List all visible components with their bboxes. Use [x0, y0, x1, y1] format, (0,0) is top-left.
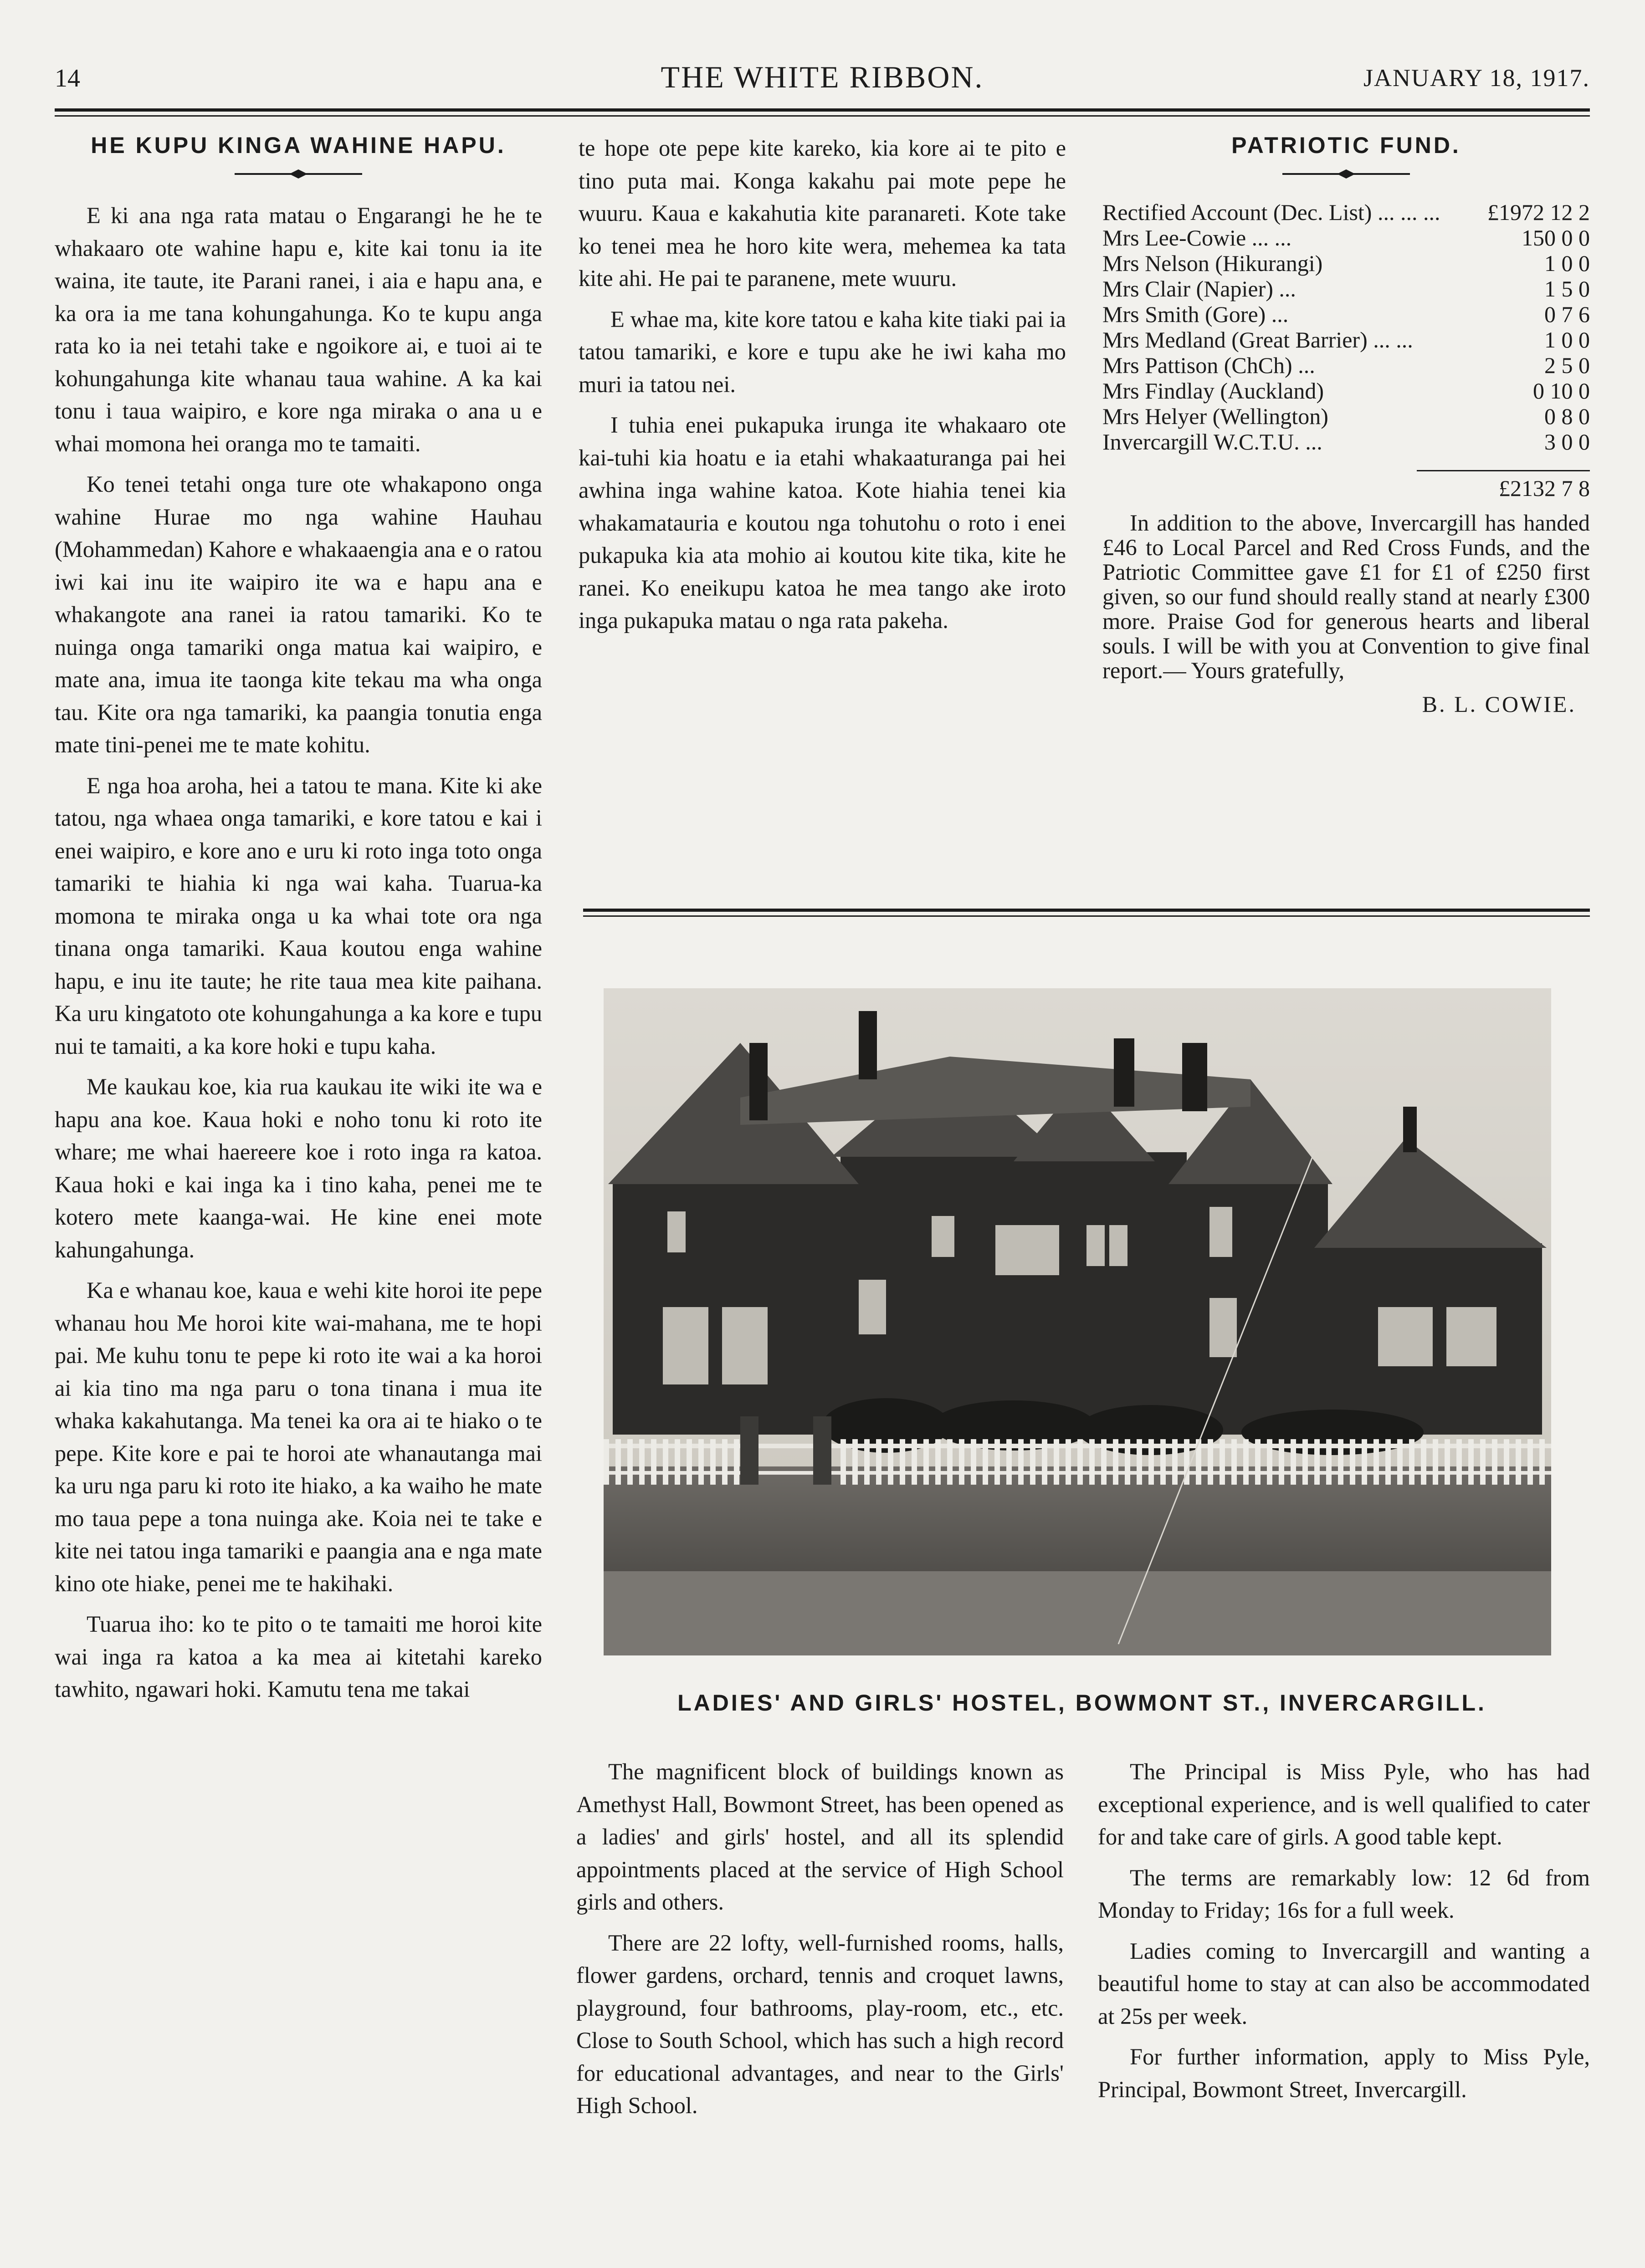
fund-amount: 3 0 0	[1544, 429, 1590, 455]
fence-picket	[947, 1439, 953, 1485]
fence-picket	[971, 1439, 976, 1485]
fence-picket	[1208, 1439, 1213, 1485]
fund-contributor: Mrs Nelson (Hikurangi)	[1102, 250, 1323, 276]
fence-picket	[1527, 1439, 1533, 1485]
article-paragraph: I tuhia enei pukapuka irunga ite whakaaro ote kai-tuhi kia hoatu e ia etahi whakaaturanga pai hei awhina inga wahine katoa. Kote hiahia tenei kia whakamatauria e koutou nga tohutohu o roto i enei pukapuka kia ata mohio ai koutou kite tika, kite he ranei. Ko eneikupu katoa he mea tango ake iroto inga pukapuka matau o nga rata pakeha.	[579, 412, 1066, 633]
issue-date: JANUARY 18, 1917.	[1363, 64, 1590, 92]
fence-picket	[1137, 1439, 1142, 1485]
fence-picket	[1243, 1439, 1249, 1485]
fence-picket	[840, 1439, 846, 1485]
fence-picket	[1089, 1439, 1095, 1485]
fund-note: In addition to the above, Invercargill has handed £46 to Local Parcel and Red Cross Funds, and the Patriotic Committee gave £1 for £1 of £250 first given, so our fund should really stand at nearly £300 more. Praise God for generous hearts and liberal souls. I will be with you at Convention to give final report.— Yours gratefully,	[1102, 510, 1590, 683]
fence-picket	[1373, 1439, 1379, 1485]
fence-picket	[651, 1439, 656, 1485]
article-paragraph: te hope ote pepe kite kareko, kia kore ai te pito e tino puta mai. Konga kakahu pai mote pepe he wuuru. Kaua e kakahutia kite paranareti. Kote take ko tenei mea he horo kite wera, mehemea ka tata kite ahi. He pai te paranene, mete wuuru.	[579, 135, 1066, 291]
fence-picket	[994, 1439, 1000, 1485]
fence-picket	[1101, 1439, 1107, 1485]
fence-picket	[1172, 1439, 1178, 1485]
maori-article	[55, 132, 542, 1714]
fence-picket	[1480, 1439, 1486, 1485]
fence-picket	[1030, 1439, 1035, 1485]
fund-row	[1102, 378, 1590, 404]
fund-contributor: Mrs Smith (Gore) ...	[1102, 301, 1289, 327]
fence-picket	[1504, 1439, 1509, 1485]
running-header	[55, 55, 1590, 105]
fund-contributor: Mrs Lee-Cowie ... ...	[1102, 225, 1292, 250]
fence-picket	[1231, 1439, 1237, 1485]
fence-picket	[1160, 1439, 1166, 1485]
fund-amount: £1972 12 2	[1487, 199, 1590, 225]
maori-article-continued	[579, 132, 1066, 645]
fence-picket	[615, 1439, 621, 1485]
fence-picket	[604, 1439, 609, 1485]
hostel-photo	[604, 988, 1551, 1655]
fund-contributor: Mrs Medland (Great Barrier) ... ...	[1102, 327, 1413, 352]
hostel-paragraph: For further information, apply to Miss Pyle, Principal, Bowmont Street, Invercargill.	[1098, 2044, 1590, 2102]
fund-contributor: Mrs Pattison (ChCh) ...	[1102, 352, 1315, 378]
fence-picket	[876, 1439, 881, 1485]
hostel-paragraph: There are 22 lofty, well-furnished rooms, halls, flower gardens, orchard, tennis and croquet lawns, playground, four bathrooms, play-room, etc., etc. Close to South School, which has such a high record for educational advantages, and near to the Girls' High School.	[576, 1930, 1064, 2118]
fence-picket	[1113, 1439, 1118, 1485]
fund-row	[1102, 301, 1590, 327]
article-paragraph: Ka e whanau koe, kaua e wehi kite horoi ite pepe whanau hou Me horoi kite wai-mahana, me te hopi pai. Me kuhu tonu te pepe ki roto ite wai a ka horoi ai kia tino ma nga paru o tona tinana i mua ite whaka kakahutanga. Ma tenei ka ora ai te hiako o te pepe. Kite kore e pai te horoi ate whanautanga mai ka uru nga paru ki roto ite hiako, a ka waiho he mate mo taua pepe a tona nuinga ake. Koia nei te take e kite nei tatou inga tamariki e paangia ana e nga mate kino ote hiake, penei me te hakihaki.	[55, 1277, 542, 1596]
fence-picket	[1220, 1439, 1225, 1485]
fund-row	[1102, 199, 1590, 225]
hostel-paragraph: The terms are remarkably low: 12 6d from Monday to Friday; 16s for a full week.	[1098, 1864, 1590, 1923]
fund-row	[1102, 250, 1590, 276]
section-rule	[583, 909, 1590, 917]
fence-picket	[1350, 1439, 1355, 1485]
fund-row	[1102, 276, 1590, 301]
fund-amount: 0 7 6	[1544, 301, 1590, 327]
fund-row	[1102, 225, 1590, 250]
fence-picket	[1326, 1439, 1332, 1485]
hostel-paragraph: The magnificent block of buildings known as Amethyst Hall, Bowmont Street, has been opened as a ladies' and girls' hostel, and all its splendid appointments placed at the service of High School girls and others.	[576, 1759, 1064, 1915]
article-paragraph: E whae ma, kite kore tatou e kaha kite tiaki pai ia tatou tamariki, e kore e tupu ake he iwi kaha mo muri ia tatou nei.	[579, 306, 1066, 397]
fund-row	[1102, 404, 1590, 429]
fence-picket	[864, 1439, 870, 1485]
article-paragraph: E ki ana nga rata matau o Engarangi he he te whakaaro ote wahine hapu e, kite kai tonu ia ite waina, ite taute, ite Parani ranei, i aia e hapu ana, e ka ora ia me tana kohungahunga. Ko te kupu anga rata ko ia nei tetahi take e ngoikore ai, e tuoi ai te kohungahunga kite whanau taua wahine. A ka kai tonu i taua waipiro, e kore nga miraka o ana u e whai momona hei oranga mo te tamaiti.	[55, 203, 542, 456]
fence-picket	[1042, 1439, 1047, 1485]
fund-amount: 1 0 0	[1544, 250, 1590, 276]
fund-contributor: Mrs Helyer (Wellington)	[1102, 404, 1328, 429]
fence-picket	[1314, 1439, 1320, 1485]
fence-picket	[639, 1439, 645, 1485]
fund-row	[1102, 429, 1590, 455]
fence-picket	[1409, 1439, 1414, 1485]
fund-amount: 0 10 0	[1533, 378, 1590, 404]
fence-picket	[1456, 1439, 1462, 1485]
fence-picket	[1279, 1439, 1284, 1485]
patriotic-fund	[1102, 132, 1590, 717]
publication-title: THE WHITE RIBBON.	[661, 60, 984, 94]
hostel-article-col2	[1098, 1756, 1590, 2114]
ornament-divider	[1282, 169, 1410, 179]
article-paragraph: Tuarua iho: ko te pito o te tamaiti me horoi kite wai inga ra katoa a ka mea ai kitetahi kareko tawhito, ngawari hoki. Kamutu tena me takai	[55, 1611, 542, 1702]
fence-picket	[1468, 1439, 1474, 1485]
fence-picket	[888, 1439, 893, 1485]
fence-picket	[675, 1439, 680, 1485]
fund-amount: 1 5 0	[1544, 276, 1590, 301]
fence-picket	[663, 1439, 668, 1485]
fund-amount: 2 5 0	[1544, 352, 1590, 378]
fence-picket	[1302, 1439, 1308, 1485]
fence-picket	[1018, 1439, 1024, 1485]
fence-picket	[1385, 1439, 1391, 1485]
fence-picket	[1433, 1439, 1438, 1485]
fence-picket	[935, 1439, 941, 1485]
fence-picket	[1125, 1439, 1130, 1485]
fence-picket	[710, 1439, 716, 1485]
fence-picket	[1255, 1439, 1261, 1485]
fund-contributor: Mrs Clair (Napier) ...	[1102, 276, 1296, 301]
fence-picket	[1397, 1439, 1403, 1485]
fence-picket	[687, 1439, 692, 1485]
fence-picket	[900, 1439, 905, 1485]
fence-picket	[698, 1439, 704, 1485]
fence-picket	[1291, 1439, 1296, 1485]
fence-picket	[912, 1439, 917, 1485]
hostel-paragraph: Ladies coming to Invercargill and wanting a beautiful home to stay at can also be accommodated at 25s per week.	[1098, 1938, 1590, 2029]
fund-table	[1102, 199, 1590, 455]
fund-total: £2132 7 8	[1102, 470, 1590, 501]
fence-picket	[1054, 1439, 1059, 1485]
fence-picket	[959, 1439, 964, 1485]
signature: B. L. COWIE.	[1422, 691, 1576, 717]
fund-amount: 1 0 0	[1544, 327, 1590, 352]
hostel-paragraph: The Principal is Miss Pyle, who has had exceptional experience, and is well qualified to cater for and take care of girls. A good table kept.	[1098, 1759, 1590, 1849]
fund-contributor: Invercargill W.C.T.U. ...	[1102, 429, 1322, 455]
ornament-divider	[235, 169, 362, 179]
fund-contributor: Mrs Findlay (Auckland)	[1102, 378, 1324, 404]
fence-picket	[1445, 1439, 1450, 1485]
fence-picket	[1492, 1439, 1497, 1485]
fund-row	[1102, 352, 1590, 378]
fence-picket	[1362, 1439, 1367, 1485]
hostel-article-col1	[576, 1756, 1064, 2130]
fence-picket	[734, 1439, 739, 1485]
fund-contributor: Rectified Account (Dec. List) ... ... ...	[1102, 199, 1440, 225]
article-paragraph: E nga hoa aroha, hei a tatou te mana. Kite ki ake tatou, nga whaea onga tamariki, e kore tatou e kai i enei waipiro, e kore ano e uru ki roto inga toto onga tamariki te hiahia ki nga wai kaha. Tuarua-ka momona te miraka onga u ka whai tote ora nga tinana onga tamariki. Kaua koutou enga wahine hapu, e inu ite taute; he rite taua mea kite paihana. Ka uru kingatoto ote kohungahunga a ka kore e tupu nui te tamaiti, a ka kore hoki e tupu kaha.	[55, 772, 542, 1059]
fund-heading: PATRIOTIC FUND.	[1231, 133, 1461, 158]
fence-picket	[1539, 1439, 1545, 1485]
article-paragraph: Ko tenei tetahi onga ture ote whakapono onga wahine Hurae mo nga wahine Hauhau (Mohammedan) Kahore e whakaaengia ana e o ratou iwi kai inu ite waipiro ite wa e hapu ana e whakangote ana ranei ia ratou tamariki. Ko te nuinga onga tamariki onga matua kai waipiro, e mate ana, imua ite taonga kite tekau ma wha onga tau. Kite ora nga tamariki, ka paangia tonutia enga mate tini-penei me te mate kohitu.	[55, 471, 542, 757]
fence-picket	[923, 1439, 929, 1485]
fence-picket	[627, 1439, 633, 1485]
fence-picket	[983, 1439, 988, 1485]
page-number: 14	[55, 64, 80, 92]
fence-picket	[1066, 1439, 1071, 1485]
fence-picket	[1267, 1439, 1272, 1485]
article-paragraph: Me kaukau koe, kia rua kaukau ite wiki ite wa e hapu ana koe. Kaua hoki e noho tonu ki roto ite whare; me whai haereere koe i roto inga ra katoa. Kaua hoki e kai inga ka i tino kaha, penei me te kotero mete kaanga-wai. He kine enei mote kahungahunga.	[55, 1074, 542, 1262]
hostel-building-illustration	[604, 988, 1551, 1655]
fence-picket	[1516, 1439, 1521, 1485]
fund-row	[1102, 327, 1590, 352]
fence-picket	[1077, 1439, 1083, 1485]
fence-picket	[722, 1439, 728, 1485]
fence-picket	[1338, 1439, 1343, 1485]
fence-picket	[1148, 1439, 1154, 1485]
article-heading: HE KUPU KINGA WAHINE HAPU.	[91, 133, 506, 158]
fund-amount: 150 0 0	[1522, 225, 1590, 250]
fence-picket	[852, 1439, 858, 1485]
fund-amount: 0 8 0	[1544, 404, 1590, 429]
photo-caption: LADIES' AND GIRLS' HOSTEL, BOWMONT ST., INVERCARGILL.	[677, 1690, 1486, 1716]
fence-picket	[1421, 1439, 1426, 1485]
fence-picket	[1006, 1439, 1012, 1485]
header-rule	[55, 108, 1590, 117]
